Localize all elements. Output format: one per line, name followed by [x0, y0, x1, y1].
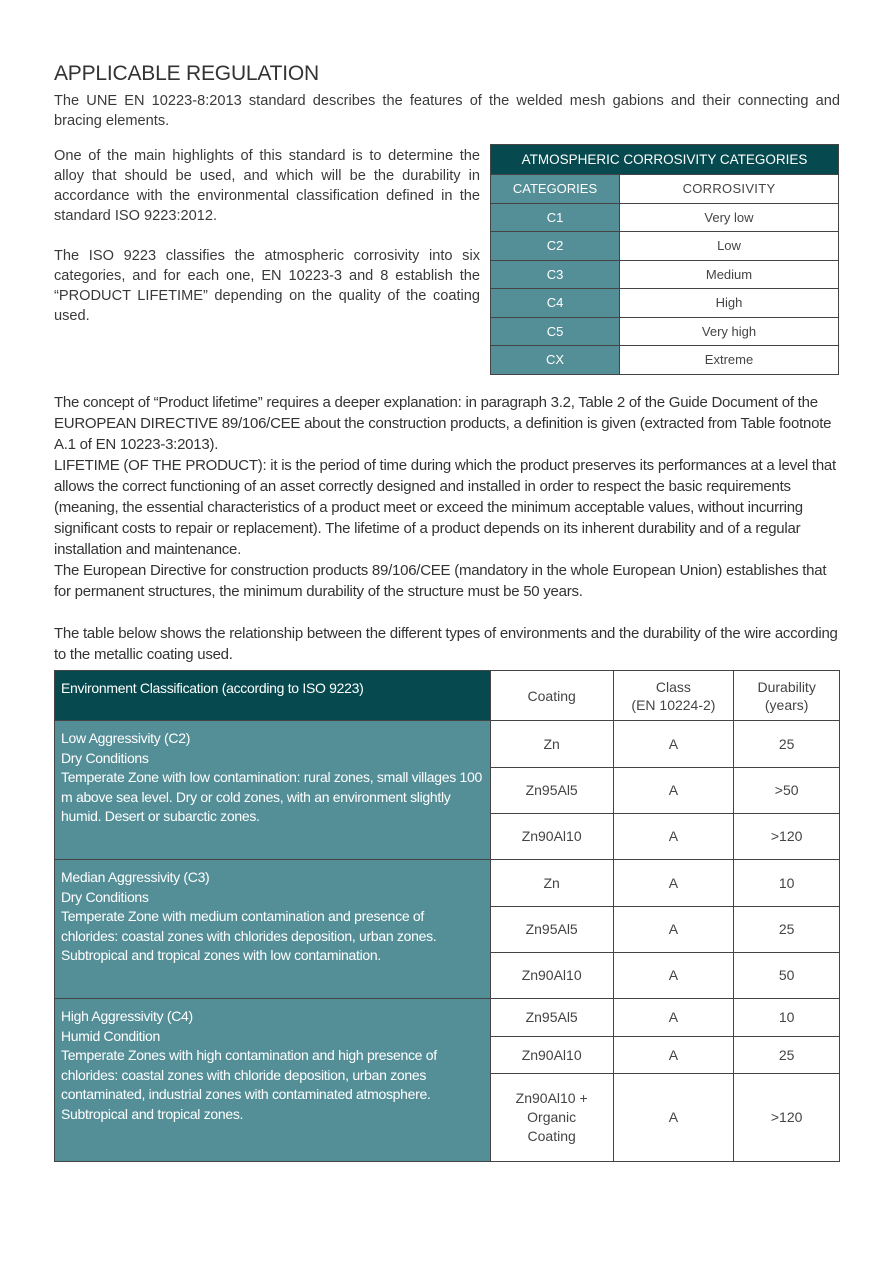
environment-title: Median Aggressivity (C3) — [61, 869, 210, 885]
categories-header: CATEGORIES — [491, 175, 620, 204]
coating-cell: Zn — [490, 721, 613, 768]
table-row — [491, 317, 839, 346]
corrosivity-cell: Very low — [620, 203, 839, 232]
durability-header-line2: (years) — [764, 696, 809, 713]
class-cell: A — [613, 1037, 734, 1074]
class-cell: A — [613, 860, 734, 907]
durability-cell: 10 — [734, 999, 840, 1037]
document-page — [54, 60, 840, 1162]
class-header-line1: Class — [655, 678, 691, 695]
class-cell: A — [613, 953, 734, 999]
durability-cell: >120 — [734, 1074, 840, 1162]
durability-cell: 50 — [734, 953, 840, 999]
table-row — [491, 232, 839, 261]
paragraph-iso-classification: The ISO 9223 classifies the atmospheric corrosivity into six categories, and for each one, EN 10223-3 and 8 establish the “PRODUCT LIFETIME” depending on the quality of the coating used. — [54, 248, 480, 324]
durability-cell: 25 — [734, 721, 840, 768]
corrosivity-cell: Medium — [620, 260, 839, 289]
class-cell: A — [613, 768, 734, 814]
durability-header-line1: Durability — [757, 678, 816, 695]
durability-cell: 10 — [734, 860, 840, 907]
paragraph-lifetime-definition: LIFETIME (OF THE PRODUCT): it is the period of time during which the product preserves its performances at a level that allows the correct functioning of an asset correctly designed and installed in order to respect the basic requirements (meaning, the essential characteristics of a product meet or exceed the minimum acceptable values, without incurring significant costs to repair or replacement). The lifetime of a product depends on its inherent durability and of a regular installation and maintenance. — [54, 457, 836, 558]
regulation-section — [54, 144, 840, 376]
table-row — [55, 721, 840, 768]
coating-cell: Zn90Al10 — [490, 1037, 613, 1074]
class-cell: A — [613, 814, 734, 860]
corrosivity-table-title: ATMOSPHERIC CORROSIVITY CATEGORIES — [491, 145, 839, 175]
corrosivity-header: CORROSIVITY — [620, 175, 839, 204]
durability-cell: 25 — [734, 907, 840, 953]
paragraph-standard-highlight: One of the main highlights of this standard is to determine the alloy that should be used, and which will be the durability in accordance with the environmental classification defined in the standard ISO 9223:2012. — [54, 148, 480, 224]
corrosivity-cell: High — [620, 289, 839, 318]
regulation-text — [54, 146, 480, 326]
class-cell: A — [613, 721, 734, 768]
corrosivity-cell: Low — [620, 232, 839, 261]
durability-header — [734, 671, 840, 721]
class-cell: A — [613, 907, 734, 953]
category-cell: C5 — [491, 317, 620, 346]
environment-description: Temperate Zones with high contamination and high presence of chlorides: coastal zones with chloride deposition, urban zones contaminated, industrial zones with contaminated atmosphere. Subtropical and tropical zones. — [61, 1047, 437, 1122]
coating-cell — [490, 1074, 613, 1162]
paragraph-product-lifetime: The concept of “Product lifetime” requires a deeper explanation: in paragraph 3.2, Table 2 of the Guide Document of the EUROPEAN DIRECTIVE 89/106/CEE about the construction products, a definition is given (extracted from Table footnote A.1 of EN 10223-3:2013). — [54, 394, 832, 453]
environment-description: Temperate Zone with medium contamination and presence of chlorides: coastal zones with chlorides deposition, urban zones. Subtropical and tropical zones with low contamination. — [61, 908, 437, 963]
environment-header: Environment Classification (according to ISO 9223) — [55, 671, 491, 721]
table-row — [491, 260, 839, 289]
category-cell: CX — [491, 346, 620, 375]
class-cell: A — [613, 999, 734, 1037]
table-row — [491, 203, 839, 232]
coating-cell: Zn95Al5 — [490, 907, 613, 953]
durability-cell: 25 — [734, 1037, 840, 1074]
table-row — [55, 860, 840, 907]
environment-title: Low Aggressivity (C2) — [61, 730, 191, 746]
environment-description-cell — [55, 999, 491, 1162]
table-header-row — [55, 671, 840, 721]
durability-cell: >120 — [734, 814, 840, 860]
class-header-line2: (EN 10224-2) — [631, 696, 716, 713]
environment-condition: Dry Conditions — [61, 888, 149, 905]
coating-line2: Organic — [527, 1109, 577, 1125]
coating-line1: Zn90Al10 + — [515, 1090, 588, 1106]
table-row — [491, 289, 839, 318]
lifetime-explanation — [54, 392, 840, 602]
coating-cell: Zn — [490, 860, 613, 907]
coating-header: Coating — [490, 671, 613, 721]
page-title: APPLICABLE REGULATION — [54, 62, 319, 85]
corrosivity-categories-table — [490, 144, 839, 375]
coating-line3: Coating — [527, 1128, 576, 1144]
environment-description-cell — [55, 860, 491, 999]
environment-description-cell — [55, 721, 491, 860]
corrosivity-cell: Extreme — [620, 346, 839, 375]
category-cell: C3 — [491, 260, 620, 289]
category-cell: C2 — [491, 232, 620, 261]
class-header — [613, 671, 734, 721]
table-intro-paragraph: The table below shows the relationship between the different types of environments and the durability of the wire according to the metallic coating used. — [54, 625, 838, 663]
intro-paragraph: The UNE EN 10223-8:2013 standard describes the features of the welded mesh gabions and their connecting and bracing elements. — [54, 93, 840, 129]
environment-title: High Aggressivity (C4) — [61, 1008, 193, 1024]
category-cell: C4 — [491, 289, 620, 318]
coating-cell: Zn95Al5 — [490, 768, 613, 814]
environment-description: Temperate Zone with low contamination: rural zones, small villages 100 m above sea level. Dry or cold zones, with an environment slightly humid. Desert or subarctic zones. — [61, 769, 482, 824]
table-row — [55, 999, 840, 1037]
paragraph-european-directive: The European Directive for construction products 89/106/CEE (mandatory in the whole European Union) establishes that for permanent structures, the minimum durability of the structure must be 50 years. — [54, 562, 827, 600]
table-row — [491, 346, 839, 375]
environment-condition: Dry Conditions — [61, 749, 149, 766]
environment-durability-table — [54, 670, 840, 1162]
class-cell: A — [613, 1074, 734, 1162]
coating-cell: Zn95Al5 — [490, 999, 613, 1037]
environment-condition: Humid Condition — [61, 1027, 160, 1044]
corrosivity-cell: Very high — [620, 317, 839, 346]
coating-cell: Zn90Al10 — [490, 814, 613, 860]
coating-cell: Zn90Al10 — [490, 953, 613, 999]
category-cell: C1 — [491, 203, 620, 232]
durability-cell: >50 — [734, 768, 840, 814]
